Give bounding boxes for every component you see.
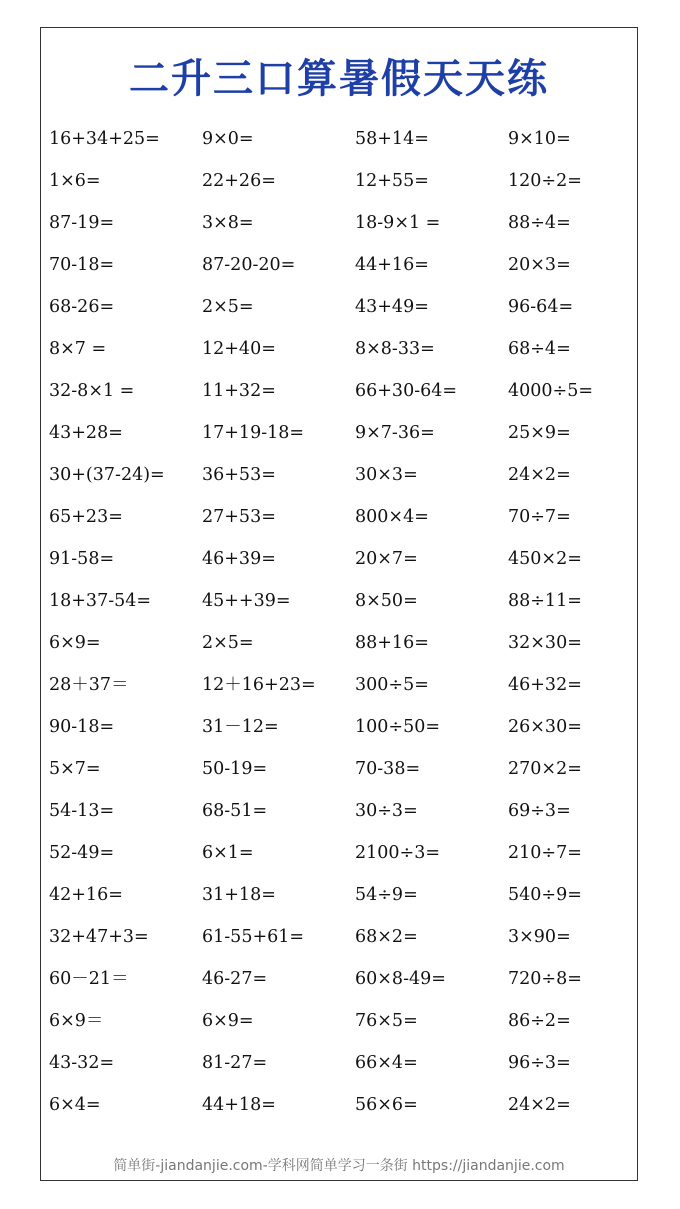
problem-cell: 30÷3= <box>355 801 418 821</box>
problem-row <box>49 580 637 622</box>
problem-cell: 32+47+3= <box>49 927 149 947</box>
problem-cell: 26×30= <box>508 717 582 737</box>
problem-cell: 91-58= <box>49 549 115 569</box>
problem-cell: 18-9×1 = <box>355 213 441 233</box>
problem-cell: 66×4= <box>355 1053 418 1073</box>
problem-cell: 17+19-18= <box>202 423 305 443</box>
problem-cell: 120÷2= <box>508 171 582 191</box>
problem-cell: 88÷11= <box>508 591 582 611</box>
problem-cell: 20×3= <box>508 255 571 275</box>
problem-cell: 54÷9= <box>355 885 418 905</box>
problem-cell: 70-18= <box>49 255 115 275</box>
problem-cell: 61-55+61= <box>202 927 305 947</box>
problem-cell: 540÷9= <box>508 885 582 905</box>
problem-cell: 46-27= <box>202 969 268 989</box>
problem-cell: 300÷5= <box>355 675 429 695</box>
problem-row <box>49 790 637 832</box>
problem-cell: 5×7= <box>49 759 101 779</box>
problem-cell: 12＋16+23= <box>202 675 316 695</box>
problem-cell: 9×0= <box>202 129 254 149</box>
problem-cell: 30+(37-24)= <box>49 465 165 485</box>
problem-cell: 8×50= <box>355 591 418 611</box>
problem-cell: 42+16= <box>49 885 123 905</box>
problem-cell: 450×2= <box>508 549 582 569</box>
problem-cell: 46+39= <box>202 549 276 569</box>
problem-cell: 210÷7= <box>508 843 582 863</box>
problem-row <box>49 748 637 790</box>
problem-row <box>49 916 637 958</box>
problem-cell: 60×8-49= <box>355 969 446 989</box>
problem-row <box>49 1000 637 1042</box>
problem-cell: 36+53= <box>202 465 276 485</box>
problem-cell: 6×4= <box>49 1095 101 1115</box>
page-title: 二升三口算暑假天天练 <box>129 55 549 102</box>
problem-cell: 68÷4= <box>508 339 571 359</box>
problem-row <box>49 118 637 160</box>
footer-text: 简单街-jiandanjie.com-学科网简单学习一条街 https://jiandanjie.com <box>113 1158 565 1174</box>
problem-cell: 24×2= <box>508 1095 571 1115</box>
problem-cell: 20×7= <box>355 549 418 569</box>
problem-cell: 68×2= <box>355 927 418 947</box>
problem-cell: 90-18= <box>49 717 115 737</box>
problem-cell: 28＋37＝ <box>49 675 129 695</box>
worksheet-page <box>40 27 638 1181</box>
problem-cell: 2100÷3= <box>355 843 440 863</box>
problem-cell: 3×90= <box>508 927 571 947</box>
problem-cell: 30×3= <box>355 465 418 485</box>
problem-row <box>49 160 637 202</box>
problem-cell: 270×2= <box>508 759 582 779</box>
problem-cell: 2×5= <box>202 297 254 317</box>
problem-row <box>49 496 637 538</box>
problem-cell: 12+40= <box>202 339 276 359</box>
problem-cell: 68-26= <box>49 297 115 317</box>
problem-cell: 3×8= <box>202 213 254 233</box>
problem-cell: 43+28= <box>49 423 123 443</box>
problem-row <box>49 874 637 916</box>
problem-cell: 44+18= <box>202 1095 276 1115</box>
problem-cell: 96÷3= <box>508 1053 571 1073</box>
problem-cell: 6×1= <box>202 843 254 863</box>
problem-cell: 6×9＝ <box>49 1011 104 1031</box>
problem-cell: 43-32= <box>49 1053 115 1073</box>
problem-cell: 18+37-54= <box>49 591 152 611</box>
problem-cell: 32×30= <box>508 633 582 653</box>
problem-cell: 31+18= <box>202 885 276 905</box>
problem-cell: 87-19= <box>49 213 115 233</box>
problem-cell: 11+32= <box>202 381 276 401</box>
problem-cell: 12+55= <box>355 171 429 191</box>
problem-cell: 46+32= <box>508 675 582 695</box>
problem-cell: 70÷7= <box>508 507 571 527</box>
problem-row <box>49 958 637 1000</box>
problem-cell: 2×5= <box>202 633 254 653</box>
problem-cell: 88÷4= <box>508 213 571 233</box>
problem-cell: 32-8×1 = <box>49 381 135 401</box>
problem-row <box>49 328 637 370</box>
problem-row <box>49 244 637 286</box>
problem-cell: 720÷8= <box>508 969 582 989</box>
problem-row <box>49 412 637 454</box>
problem-cell: 16+34+25= <box>49 129 160 149</box>
problem-row <box>49 1084 637 1126</box>
problem-cell: 81-27= <box>202 1053 268 1073</box>
problem-cell: 58+14= <box>355 129 429 149</box>
problem-cell: 65+23= <box>49 507 123 527</box>
problem-row <box>49 706 637 748</box>
problem-row <box>49 202 637 244</box>
problem-cell: 76×5= <box>355 1011 418 1031</box>
problem-row <box>49 454 637 496</box>
problem-cell: 8×8-33= <box>355 339 435 359</box>
problem-cell: 70-38= <box>355 759 421 779</box>
problem-cell: 52-49= <box>49 843 115 863</box>
problem-cell: 68-51= <box>202 801 268 821</box>
problem-cell: 54-13= <box>49 801 115 821</box>
problem-row <box>49 538 637 580</box>
problem-cell: 56×6= <box>355 1095 418 1115</box>
problem-row <box>49 832 637 874</box>
problem-cell: 69÷3= <box>508 801 571 821</box>
problem-cell: 9×10= <box>508 129 571 149</box>
problem-cell: 6×9= <box>49 633 101 653</box>
problem-cell: 88+16= <box>355 633 429 653</box>
problem-cell: 6×9= <box>202 1011 254 1031</box>
problem-row <box>49 1042 637 1084</box>
problem-row <box>49 622 637 664</box>
problem-grid <box>49 118 637 1126</box>
problem-cell: 87-20-20= <box>202 255 296 275</box>
problem-cell: 86÷2= <box>508 1011 571 1031</box>
problem-cell: 25×9= <box>508 423 571 443</box>
problem-cell: 8×7 = <box>49 339 107 359</box>
problem-row <box>49 370 637 412</box>
problem-cell: 50-19= <box>202 759 268 779</box>
problem-cell: 45++39= <box>202 591 291 611</box>
problem-cell: 1×6= <box>49 171 101 191</box>
problem-cell: 22+26= <box>202 171 276 191</box>
problem-cell: 9×7-36= <box>355 423 435 443</box>
problem-cell: 24×2= <box>508 465 571 485</box>
problem-cell: 27+53= <box>202 507 276 527</box>
problem-cell: 31－12= <box>202 717 279 737</box>
problem-cell: 66+30-64= <box>355 381 458 401</box>
problem-cell: 800×4= <box>355 507 429 527</box>
problem-row <box>49 664 637 706</box>
problem-cell: 100÷50= <box>355 717 440 737</box>
problem-cell: 4000÷5= <box>508 381 593 401</box>
problem-cell: 60－21＝ <box>49 969 129 989</box>
problem-row <box>49 286 637 328</box>
problem-cell: 96-64= <box>508 297 574 317</box>
problem-cell: 43+49= <box>355 297 429 317</box>
problem-cell: 44+16= <box>355 255 429 275</box>
